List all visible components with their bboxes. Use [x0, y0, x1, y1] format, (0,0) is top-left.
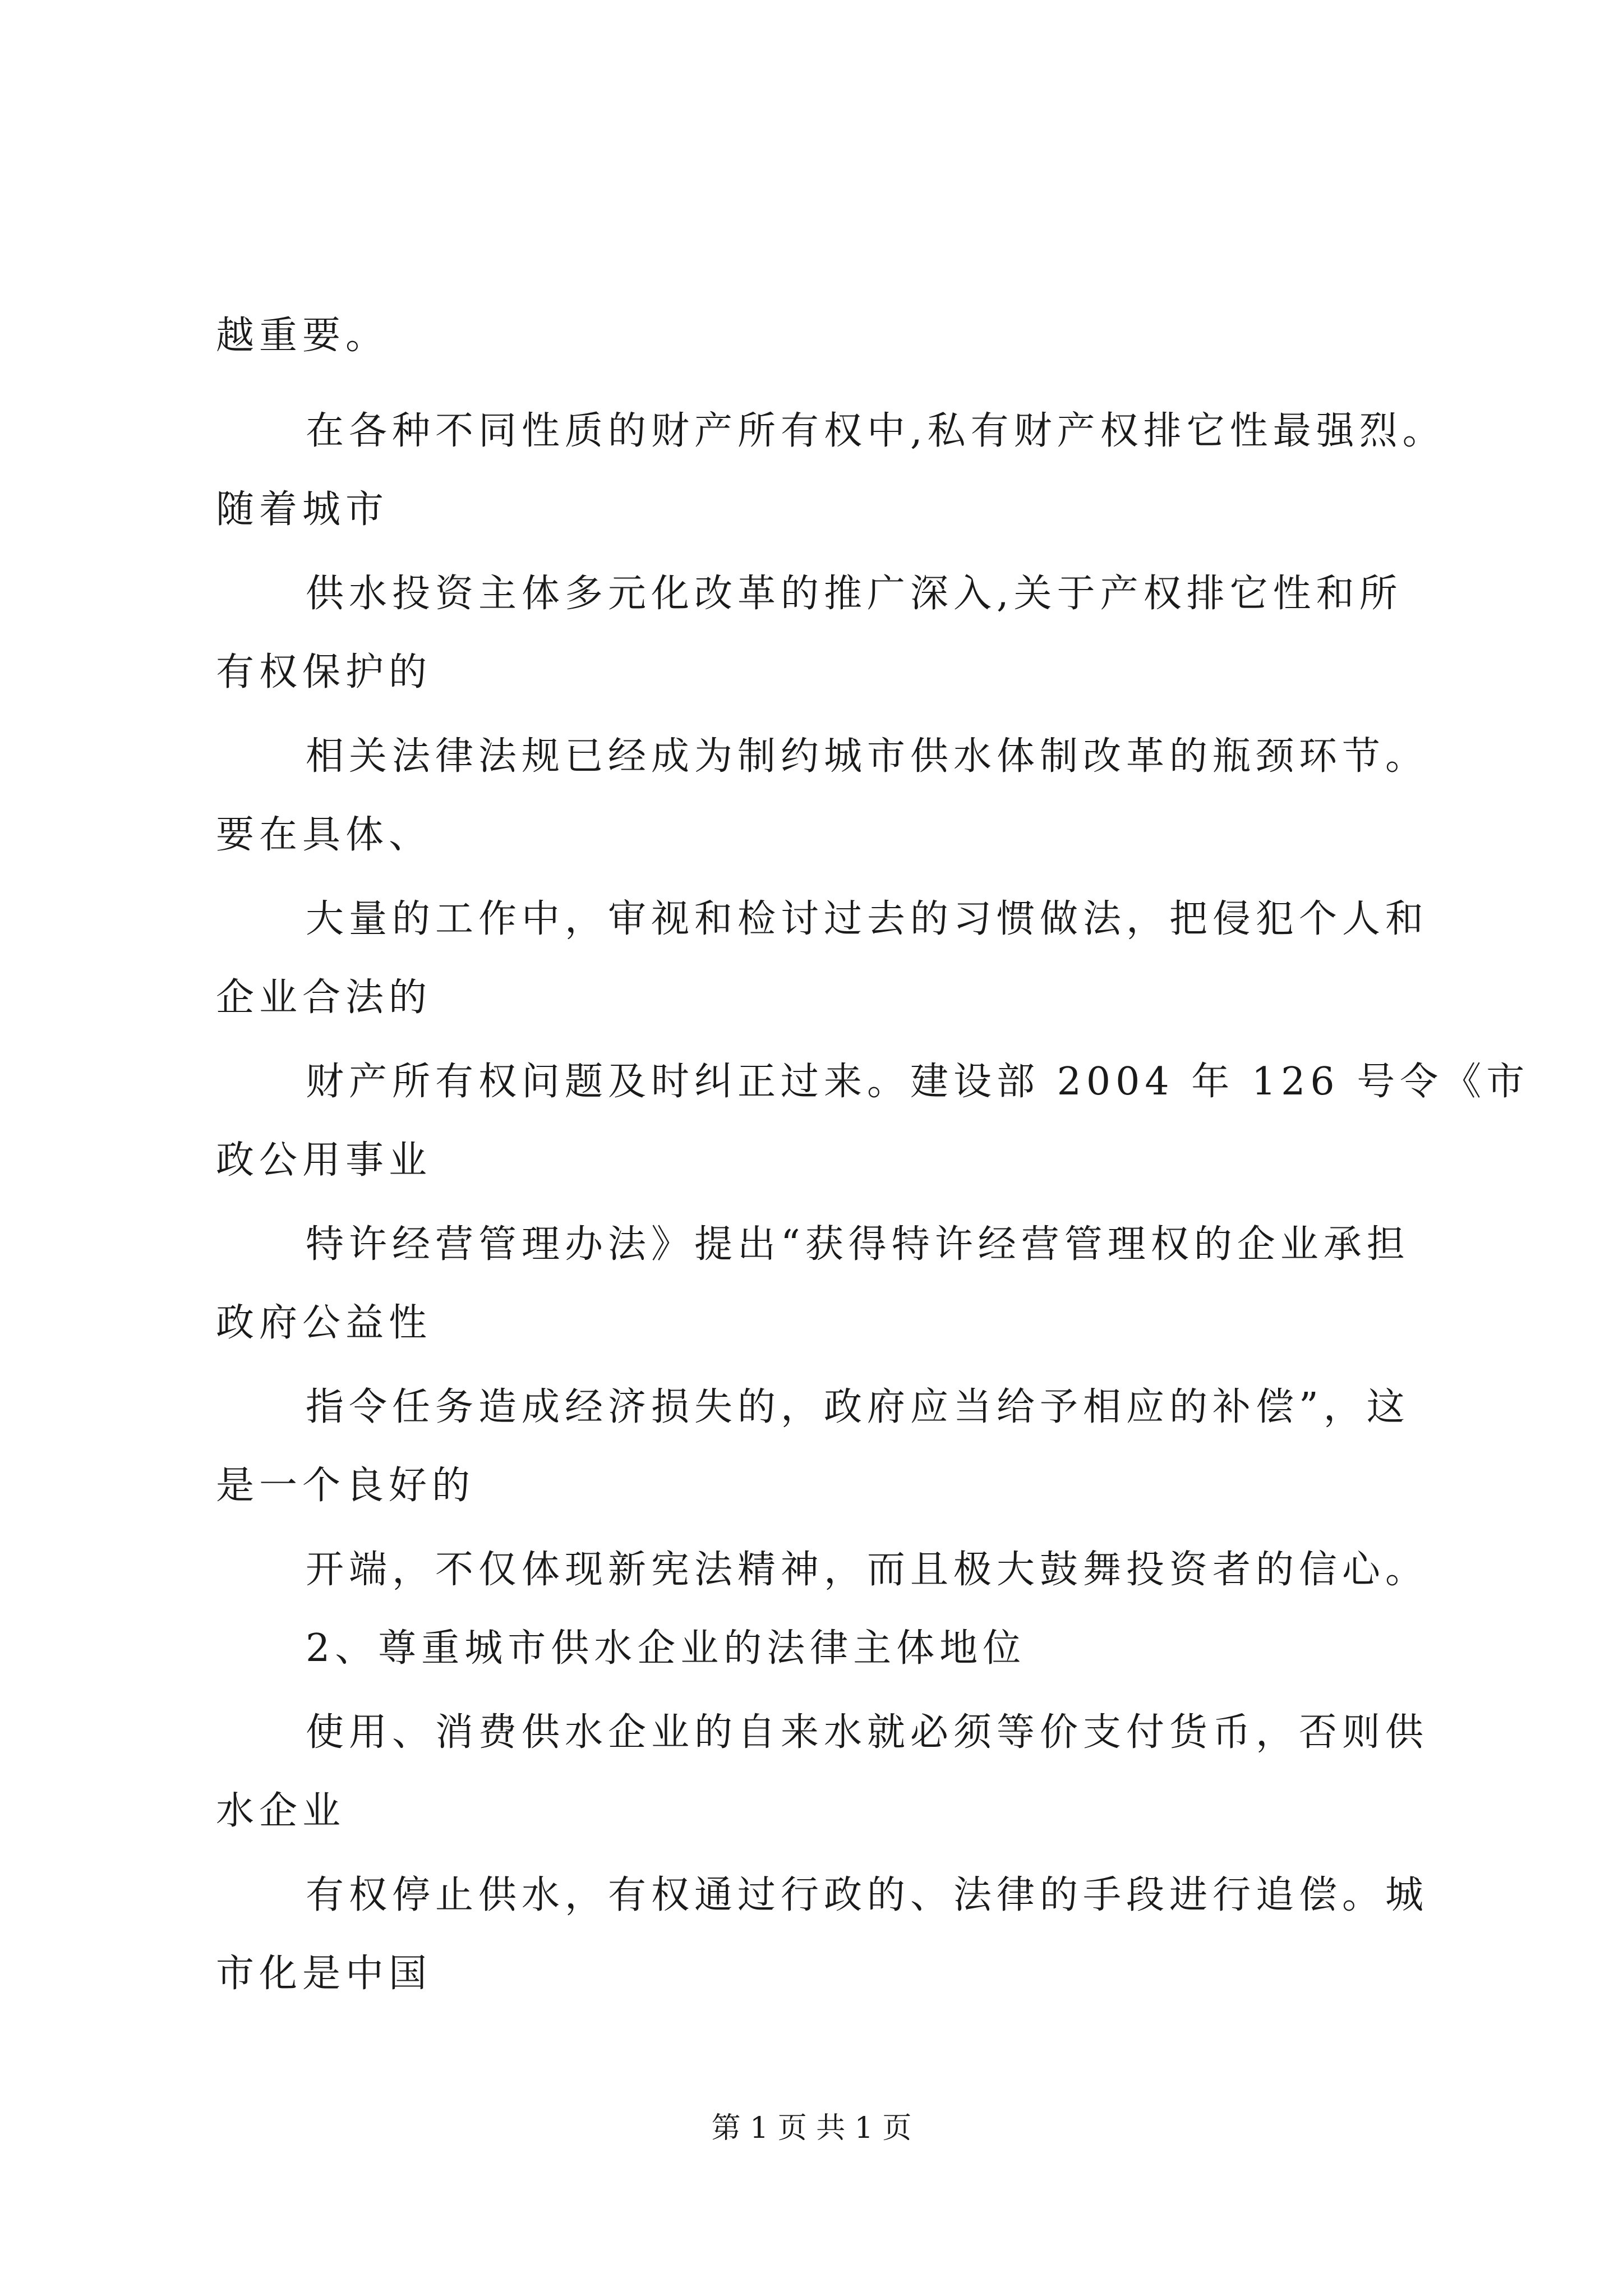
text-line: 是一个良好的: [216, 1464, 476, 1508]
page-footer: 第 1 页 共 1 页: [711, 2111, 912, 2145]
text-line: 开端，不仅体现新宪法精神，而且极大鼓舞投资者的信心。: [306, 1548, 1429, 1592]
text-line: 市化是中国: [216, 1952, 432, 1996]
text-line: 企业合法的: [216, 976, 432, 1020]
text-line: 水企业: [216, 1789, 346, 1833]
text-line: 财产所有权问题及时纠正过来。建设部 2004 年 126 号令《市: [306, 1060, 1530, 1104]
text-line: 大量的工作中，审视和检讨过去的习惯做法，把侵犯个人和: [306, 897, 1429, 941]
text-line: 政公用事业: [216, 1138, 432, 1182]
text-line: 有权保护的: [216, 650, 432, 694]
section-heading: 2、尊重城市供水企业的法律主体地位: [306, 1626, 1026, 1671]
text-line: 要在具体、: [216, 813, 432, 857]
text-line: 在各种不同性质的财产所有权中,私有财产权排它性最强烈。: [306, 409, 1446, 453]
text-line: 政府公益性: [216, 1301, 432, 1345]
text-line: 有权停止供水，有权通过行政的、法律的手段进行追偿。城: [306, 1873, 1429, 1917]
text-line: 供水投资主体多元化改革的推广深入,关于产权排它性和所: [306, 572, 1403, 616]
text-line: 使用、消费供水企业的自来水就必须等价支付货币，否则供: [306, 1710, 1429, 1755]
text-line: 指令任务造成经济损失的，政府应当给予相应的补偿”，这: [306, 1385, 1410, 1429]
text-line: 特许经营管理办法》提出“获得特许经营管理权的企业承担: [306, 1222, 1410, 1267]
text-line: 随着城市: [216, 487, 389, 532]
text-line: 越重要。: [216, 314, 389, 358]
text-line: 相关法律法规已经成为制约城市供水体制改革的瓶颈环节。: [306, 734, 1429, 779]
